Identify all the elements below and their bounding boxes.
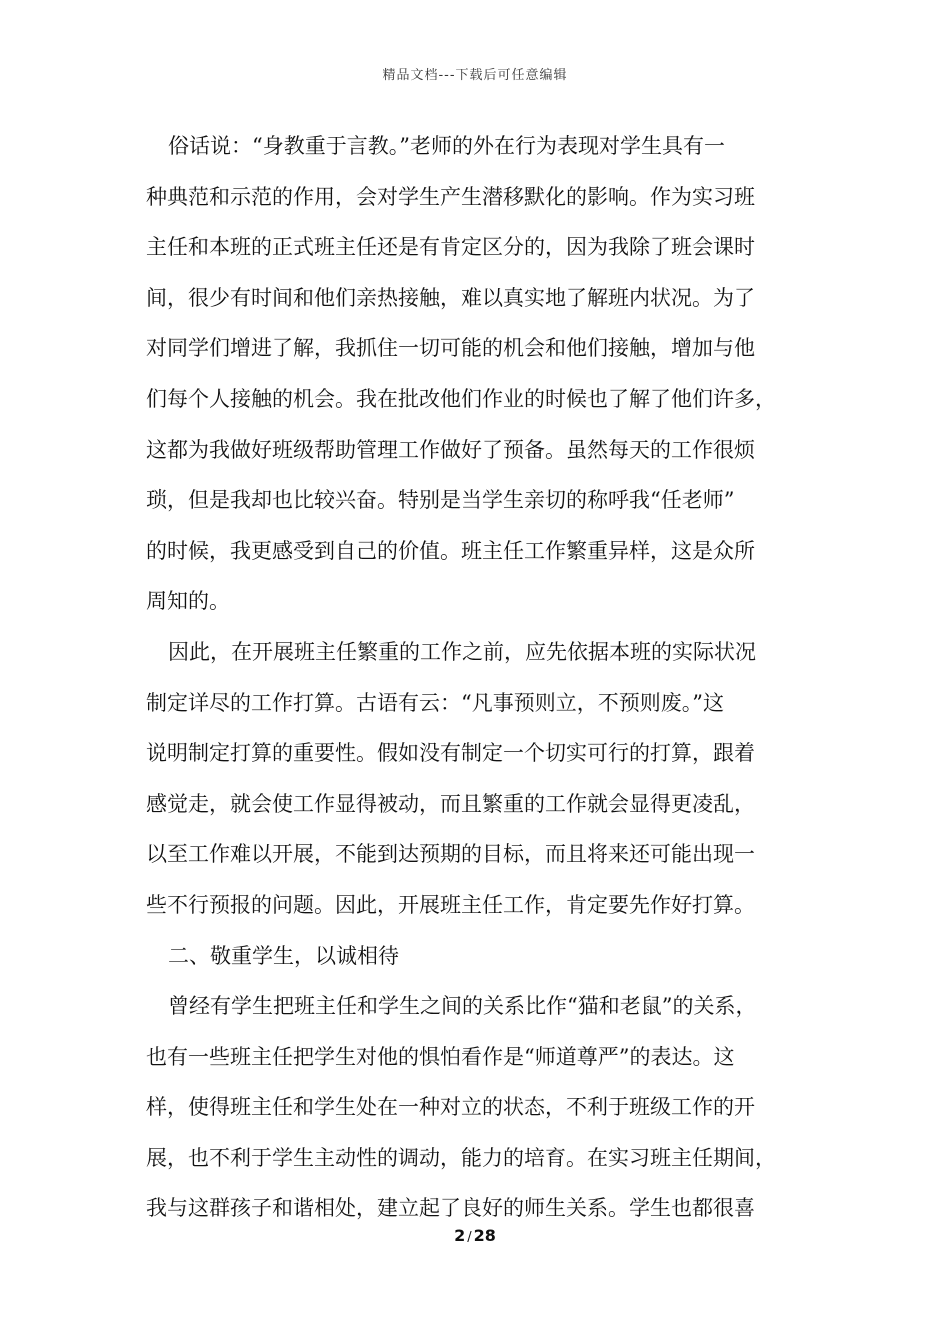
- paragraph-line: 因此，在开展班主任繁重的工作之前，应先依据本班的实际状况: [168, 639, 756, 664]
- paragraph-line: 以至工作难以开展，不能到达预期的目标，而且将来还可能出现一: [146, 842, 755, 867]
- paragraph-line: 周知的。: [146, 589, 230, 614]
- page-number: [0, 1226, 950, 1245]
- paragraph-line: 些不行预报的问题。因此，开展班主任工作，肯定要先作好打算。: [146, 892, 755, 917]
- paragraph-line: 说明制定打算的重要性。假如没有制定一个切实可行的打算，跟着: [146, 741, 755, 766]
- paragraph-line: 的时候，我更感受到自己的价值。班主任工作繁重异样，这是众所: [146, 538, 755, 563]
- paragraph-line: 种典范和示范的作用，会对学生产生潜移默化的影响。作为实习班: [146, 184, 755, 209]
- paragraph-line: 主任和本班的正式班主任还是有肯定区分的，因为我除了班会课时: [146, 235, 755, 260]
- paragraph-line: 制定详尽的工作打算。古语有云：“凡事预则立，不预则废。”这: [146, 690, 724, 715]
- paragraph-line: 琐，但是我却也比较兴奋。特别是当学生亲切的称呼我“任老师”: [146, 488, 735, 513]
- document-body: [146, 128, 814, 1241]
- paragraph-line: 样，使得班主任和学生处在一种对立的状态，不利于班级工作的开: [146, 1095, 755, 1120]
- paragraph-line: 这都为我做好班级帮助管理工作做好了预备。虽然每天的工作很烦: [146, 437, 755, 462]
- paragraph-line: 我与这群孩子和谐相处，建立起了良好的师生关系。学生也都很喜: [146, 1196, 755, 1221]
- page-current: 2: [454, 1226, 466, 1245]
- paragraph-line: 们每个人接触的机会。我在批改他们作业的时候也了解了他们许多，: [146, 386, 776, 411]
- page-total: 28: [473, 1226, 496, 1245]
- paragraph-line: 对同学们增进了解，我抓住一切可能的机会和他们接触，增加与他: [146, 336, 755, 361]
- paragraph-line: 俗话说：“身教重于言教。”老师的外在行为表现对学生具有一: [168, 134, 725, 158]
- paragraph-line: 感觉走，就会使工作显得被动，而且繁重的工作就会显得更凌乱，: [146, 791, 755, 816]
- paragraph-line: 曾经有学生把班主任和学生之间的关系比作“猫和老鼠”的关系，: [168, 994, 757, 1019]
- paragraph-line: 展，也不利于学生主动性的调动，能力的培育。在实习班主任期间，: [146, 1145, 776, 1170]
- section-heading: 二、敬重学生，以诚相待: [168, 943, 399, 968]
- paragraph-line: 间，很少有时间和他们亲热接触，难以真实地了解班内状况。为了: [146, 285, 755, 310]
- document-header: 精品文档---下载后可任意编辑: [382, 68, 568, 83]
- page-separator: /: [467, 1230, 472, 1245]
- paragraph-line: 也有一些班主任把学生对他的惧怕看作是“师道尊严”的表达。这: [146, 1044, 735, 1069]
